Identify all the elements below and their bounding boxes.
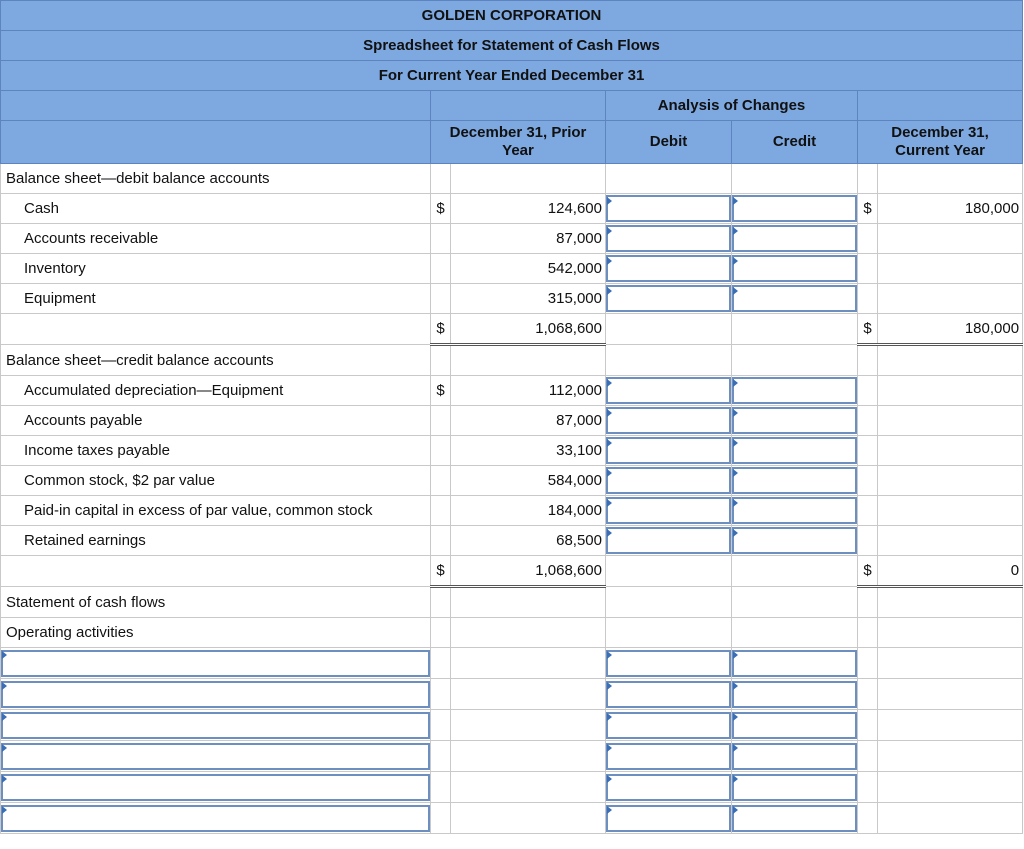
entry-marker-icon	[607, 197, 612, 205]
account-label: Accounts payable	[1, 406, 431, 436]
account-label: Paid-in capital in excess of par value, common stock	[1, 496, 431, 526]
entry-marker-icon	[607, 682, 612, 690]
prior-amount: 542,000	[451, 254, 606, 284]
entry-marker-icon	[607, 713, 612, 721]
currency-symbol: $	[431, 376, 451, 406]
account-label: Accounts receivable	[1, 224, 431, 254]
accum-depreciation-debit-input[interactable]	[606, 377, 731, 404]
account-label: Cash	[1, 194, 431, 224]
credit-header: Credit	[732, 121, 858, 164]
entry-marker-icon	[2, 806, 7, 814]
entry-marker-icon	[607, 775, 612, 783]
entry-marker-icon	[607, 379, 612, 387]
entry-marker-icon	[2, 651, 7, 659]
operating-debit-input[interactable]	[606, 805, 731, 832]
paid-in-capital-credit-input[interactable]	[732, 497, 857, 524]
table-row	[1, 376, 1023, 406]
accounts-receivable-debit-input[interactable]	[606, 225, 731, 252]
entry-marker-icon	[733, 197, 738, 205]
account-label: Common stock, $2 par value	[1, 466, 431, 496]
entry-row	[1, 803, 1023, 834]
entry-marker-icon	[733, 257, 738, 265]
table-row	[1, 436, 1023, 466]
income-taxes-credit-input[interactable]	[732, 437, 857, 464]
entry-marker-icon	[733, 227, 738, 235]
prior-amount: 584,000	[451, 466, 606, 496]
currency-symbol: $	[858, 314, 878, 345]
header-blank	[858, 91, 1023, 121]
header-blank	[1, 121, 431, 164]
entry-row	[1, 648, 1023, 679]
header-blank	[431, 91, 606, 121]
operating-credit-input[interactable]	[732, 805, 857, 832]
currency-symbol: $	[858, 194, 878, 224]
paid-in-capital-debit-input[interactable]	[606, 497, 731, 524]
operating-label-input[interactable]	[1, 712, 430, 739]
operating-label-input[interactable]	[1, 774, 430, 801]
entry-marker-icon	[607, 499, 612, 507]
entry-marker-icon	[733, 775, 738, 783]
prior-amount: 87,000	[451, 406, 606, 436]
entry-marker-icon	[733, 806, 738, 814]
account-label: Retained earnings	[1, 526, 431, 556]
operating-credit-input[interactable]	[732, 743, 857, 770]
credit-total-prior: 1,068,600	[451, 556, 606, 587]
entry-marker-icon	[2, 775, 7, 783]
prior-amount: 33,100	[451, 436, 606, 466]
header-blank	[1, 91, 431, 121]
total-row	[1, 314, 1023, 345]
entry-marker-icon	[733, 469, 738, 477]
operating-credit-input[interactable]	[732, 774, 857, 801]
operating-debit-input[interactable]	[606, 681, 731, 708]
entry-marker-icon	[2, 682, 7, 690]
credit-total-current: 0	[878, 556, 1023, 587]
entry-row	[1, 772, 1023, 803]
entry-marker-icon	[733, 439, 738, 447]
entry-marker-icon	[733, 713, 738, 721]
currency-symbol: $	[431, 314, 451, 345]
account-label: Accumulated depreciation—Equipment	[1, 376, 431, 406]
entry-marker-icon	[607, 744, 612, 752]
entry-row	[1, 741, 1023, 772]
entry-marker-icon	[2, 713, 7, 721]
entry-marker-icon	[733, 682, 738, 690]
entry-marker-icon	[733, 379, 738, 387]
retained-earnings-debit-input[interactable]	[606, 527, 731, 554]
table-row	[1, 406, 1023, 436]
accounts-receivable-credit-input[interactable]	[732, 225, 857, 252]
equipment-debit-input[interactable]	[606, 285, 731, 312]
entry-marker-icon	[607, 257, 612, 265]
operating-activities-label: Operating activities	[1, 618, 431, 648]
accum-depreciation-credit-input[interactable]	[732, 377, 857, 404]
table-row	[1, 194, 1023, 224]
prior-amount: 112,000	[451, 376, 606, 406]
current-year-header: December 31, Current Year	[858, 121, 1023, 164]
cash-flow-section-label: Statement of cash flows	[1, 587, 431, 618]
account-label: Inventory	[1, 254, 431, 284]
operating-debit-input[interactable]	[606, 650, 731, 677]
equipment-credit-input[interactable]	[732, 285, 857, 312]
current-amount: 180,000	[878, 194, 1023, 224]
entry-marker-icon	[607, 439, 612, 447]
operating-credit-input[interactable]	[732, 650, 857, 677]
entry-marker-icon	[607, 806, 612, 814]
company-name: GOLDEN CORPORATION	[1, 1, 1023, 31]
entry-marker-icon	[607, 227, 612, 235]
debit-header: Debit	[606, 121, 732, 164]
account-label: Equipment	[1, 284, 431, 314]
common-stock-debit-input[interactable]	[606, 467, 731, 494]
account-label: Income taxes payable	[1, 436, 431, 466]
entry-marker-icon	[733, 529, 738, 537]
entry-marker-icon	[733, 409, 738, 417]
operating-label-input[interactable]	[1, 805, 430, 832]
operating-debit-input[interactable]	[606, 743, 731, 770]
entry-marker-icon	[607, 287, 612, 295]
accounts-payable-credit-input[interactable]	[732, 407, 857, 434]
retained-earnings-credit-input[interactable]	[732, 527, 857, 554]
debit-section-label: Balance sheet—debit balance accounts	[1, 164, 431, 194]
currency-symbol: $	[858, 556, 878, 587]
credit-section-label: Balance sheet—credit balance accounts	[1, 345, 431, 376]
entry-marker-icon	[607, 651, 612, 659]
prior-amount: 87,000	[451, 224, 606, 254]
table-row	[1, 496, 1023, 526]
sheet-title: Spreadsheet for Statement of Cash Flows	[1, 31, 1023, 61]
debit-total-prior: 1,068,600	[451, 314, 606, 345]
entry-marker-icon	[607, 409, 612, 417]
cash-credit-input[interactable]	[732, 195, 857, 222]
operating-label-input[interactable]	[1, 681, 430, 708]
total-row	[1, 556, 1023, 587]
entry-row	[1, 710, 1023, 741]
sheet-period: For Current Year Ended December 31	[1, 61, 1023, 91]
table-row	[1, 526, 1023, 556]
table-row	[1, 224, 1023, 254]
accounts-payable-debit-input[interactable]	[606, 407, 731, 434]
operating-credit-input[interactable]	[732, 712, 857, 739]
table-row	[1, 254, 1023, 284]
prior-amount: 184,000	[451, 496, 606, 526]
prior-amount: 124,600	[451, 194, 606, 224]
operating-label-input[interactable]	[1, 650, 430, 677]
table-row	[1, 466, 1023, 496]
debit-total-current: 180,000	[878, 314, 1023, 345]
entry-marker-icon	[733, 651, 738, 659]
entry-marker-icon	[607, 469, 612, 477]
prior-year-header: December 31, Prior Year	[431, 121, 606, 164]
entry-marker-icon	[733, 499, 738, 507]
inventory-debit-input[interactable]	[606, 255, 731, 282]
table-row	[1, 284, 1023, 314]
operating-label-input[interactable]	[1, 743, 430, 770]
debit-input-cell	[606, 194, 732, 224]
currency-symbol: $	[431, 556, 451, 587]
prior-amount: 68,500	[451, 526, 606, 556]
inventory-credit-input[interactable]	[732, 255, 857, 282]
entry-marker-icon	[733, 744, 738, 752]
common-stock-credit-input[interactable]	[732, 467, 857, 494]
prior-amount: 315,000	[451, 284, 606, 314]
operating-debit-input[interactable]	[606, 774, 731, 801]
operating-debit-input[interactable]	[606, 712, 731, 739]
entry-marker-icon	[607, 529, 612, 537]
cash-debit-input[interactable]	[606, 195, 731, 222]
analysis-of-changes-header: Analysis of Changes	[606, 91, 858, 121]
entry-marker-icon	[2, 744, 7, 752]
income-taxes-debit-input[interactable]	[606, 437, 731, 464]
currency-symbol: $	[431, 194, 451, 224]
entry-row	[1, 679, 1023, 710]
entry-marker-icon	[733, 287, 738, 295]
operating-credit-input[interactable]	[732, 681, 857, 708]
credit-input-cell	[732, 194, 858, 224]
